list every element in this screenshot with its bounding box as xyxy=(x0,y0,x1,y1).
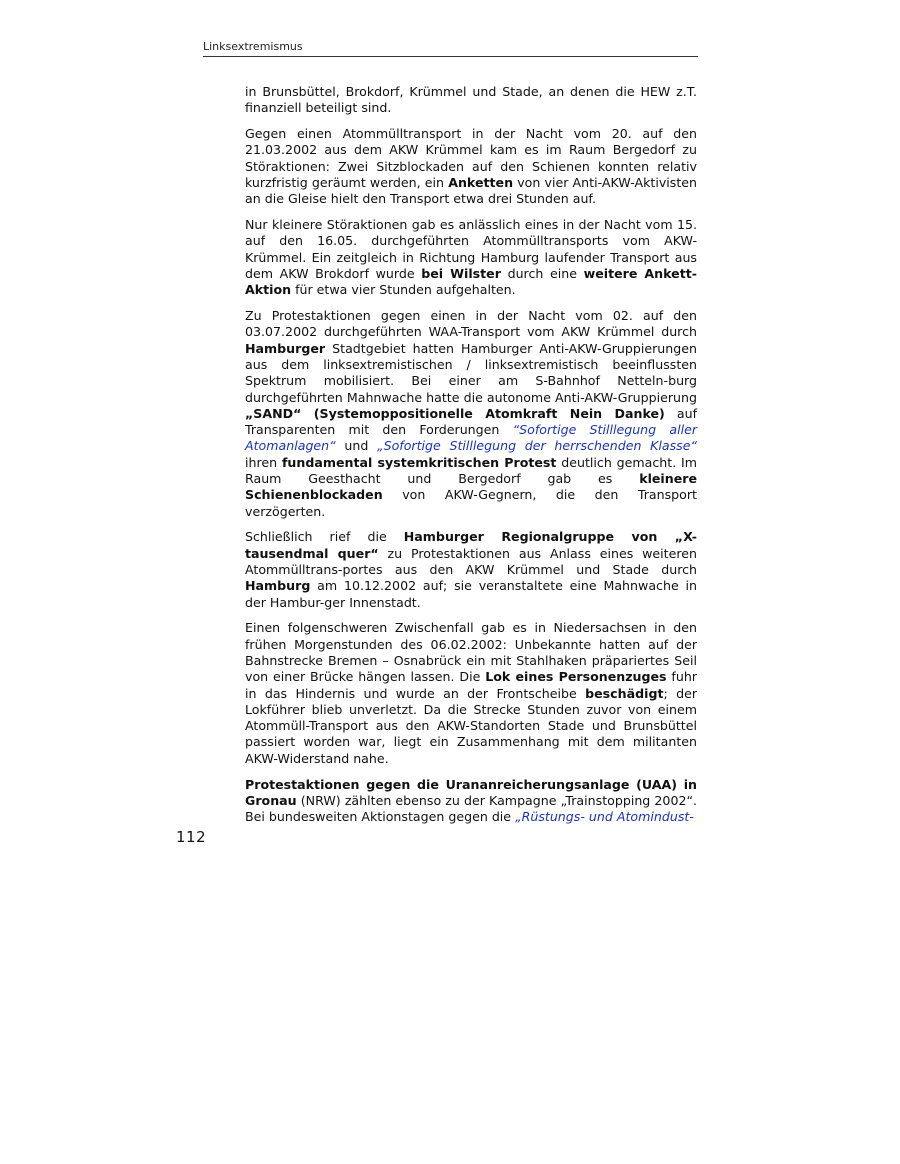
bold-phrase: Anketten xyxy=(448,174,514,190)
text-run: Gegen einen Atommülltransport in der Nacht vom 20. auf den 21.03.2002 aus dem AKW Krümmel kam es im Raum Bergedorf zu Störaktionen: Zwei Sitzblockaden auf den Schienen konnten relativ kurzfristig geräumt werden, ein xyxy=(245,126,697,190)
text-run: auf Transparenten mit den Forderungen xyxy=(245,405,697,438)
bold-phrase: kleinere Schienenblockaden xyxy=(245,471,697,503)
paragraph xyxy=(245,529,697,610)
text-run: ; der Lokführer blieb unverletzt. Da die Strecke Stunden zuvor von einem Atommüll-Transport aus den AKW-Standorten Stade und Brunsbüttel passiert worden war, liegt ein Zusammenhang mit dem militanten AKW-Widerstand nahe. xyxy=(245,685,697,766)
running-header: Linksextremismus xyxy=(203,40,698,57)
paragraph xyxy=(245,620,697,767)
text-run: und xyxy=(335,438,378,454)
highlighted-quote: „Sofortige Stilllegung der herrschenden Klasse“ xyxy=(377,438,697,454)
paragraph xyxy=(245,308,697,520)
bold-phrase: Hamburg xyxy=(245,578,311,594)
text-run: ihren xyxy=(245,454,282,470)
text-run: Stadtgebiet hatten Hamburger Anti-AKW-Gruppierungen aus dem linksextremistischen / linksextremistisch beeinflussten Spektrum mobilisiert. Bei einer am S-Bahnhof Netteln-burg durchgeführten Mahnwache hatte die autonome Anti-AKW-Gruppierung xyxy=(245,340,697,405)
highlighted-quote: “Sofortige Stilllegung aller Atomanlagen“ xyxy=(245,422,698,454)
bold-phrase: beschädigt xyxy=(585,685,664,701)
highlighted-quote: „Rüstungs- und Atomindust- xyxy=(515,809,694,825)
text-run: in Brunsbüttel, Brokdorf, Krümmel und Stade, an denen die HEW z.T. finanziell beteiligt sind. xyxy=(245,84,697,116)
text-run: am 10.12.2002 auf; sie veranstaltete eine Mahnwache in der Hambur-ger Innenstadt. xyxy=(245,578,697,610)
paragraph xyxy=(245,777,697,826)
bold-phrase: Protestaktionen gegen die Urananreicherungsanlage (UAA) in Gronau xyxy=(245,776,697,808)
bold-phrase: bei Wilster xyxy=(421,265,501,281)
text-run: (NRW) zählten ebenso zu der Kampagne „Trainstopping 2002“. Bei bundesweiten Aktionstagen gegen die xyxy=(245,792,697,825)
bold-phrase: weitere Ankett-Aktion xyxy=(245,265,697,298)
paragraph xyxy=(245,84,697,117)
text-run: zu Protestaktionen aus Anlass eines weiteren Atommülltrans-portes aus den AKW Krümmel und Stade durch xyxy=(245,545,697,578)
bold-phrase: „SAND“ (Systemoppositionelle Atomkraft Nein Danke) xyxy=(245,405,665,421)
text-run: Einen folgenschweren Zwischenfall gab es in Niedersachsen in den frühen Morgenstunden des 06.02.2002: Unbekannte hatten auf der Bahnstrecke Bremen – Osnabrück ein mit Stahlhaken präpariertes Seil von einer Brücke hängen lassen. Die xyxy=(245,620,697,685)
page-number: 112 xyxy=(176,828,207,846)
bold-phrase: Hamburger xyxy=(245,340,326,356)
text-run: durch eine xyxy=(500,265,584,281)
paragraph xyxy=(245,217,697,298)
text-run: Schließlich rief die xyxy=(245,529,404,545)
bold-phrase: fundamental systemkritischen Protest xyxy=(281,454,557,470)
text-run: deutlich gemacht. Im Raum Geesthacht und Bergedorf gab es xyxy=(245,454,698,487)
text-run: von vier Anti-AKW-Aktivisten an die Gleise hielt den Transport etwa drei Stunden auf. xyxy=(245,174,697,207)
text-run: für etwa vier Stunden aufgehalten. xyxy=(291,282,516,298)
body-text xyxy=(245,84,697,835)
bold-phrase: Hamburger Regionalgruppe von „X-tausendmal quer“ xyxy=(245,529,697,561)
text-run: von AKW-Gegnern, die den Transport verzögerten. xyxy=(245,487,697,519)
text-run: Nur kleinere Störaktionen gab es anlässlich eines in der Nacht vom 15. auf den 16.05. durchgeführten Atommülltransports vom AKW-Krümmel. Ein zeitgleich in Richtung Hamburg laufender Transport aus dem AKW Brokdorf wurde xyxy=(245,217,697,281)
paragraph xyxy=(245,126,697,207)
bold-phrase: Lok eines Personenzuges xyxy=(485,669,667,685)
text-run: Zu Protestaktionen gegen einen in der Nacht vom 02. auf den 03.07.2002 durchgeführten WAA-Transport vom AKW Krümmel durch xyxy=(245,308,697,340)
text-run: fuhr in das Hindernis und wurde an der Frontscheibe xyxy=(245,669,697,701)
